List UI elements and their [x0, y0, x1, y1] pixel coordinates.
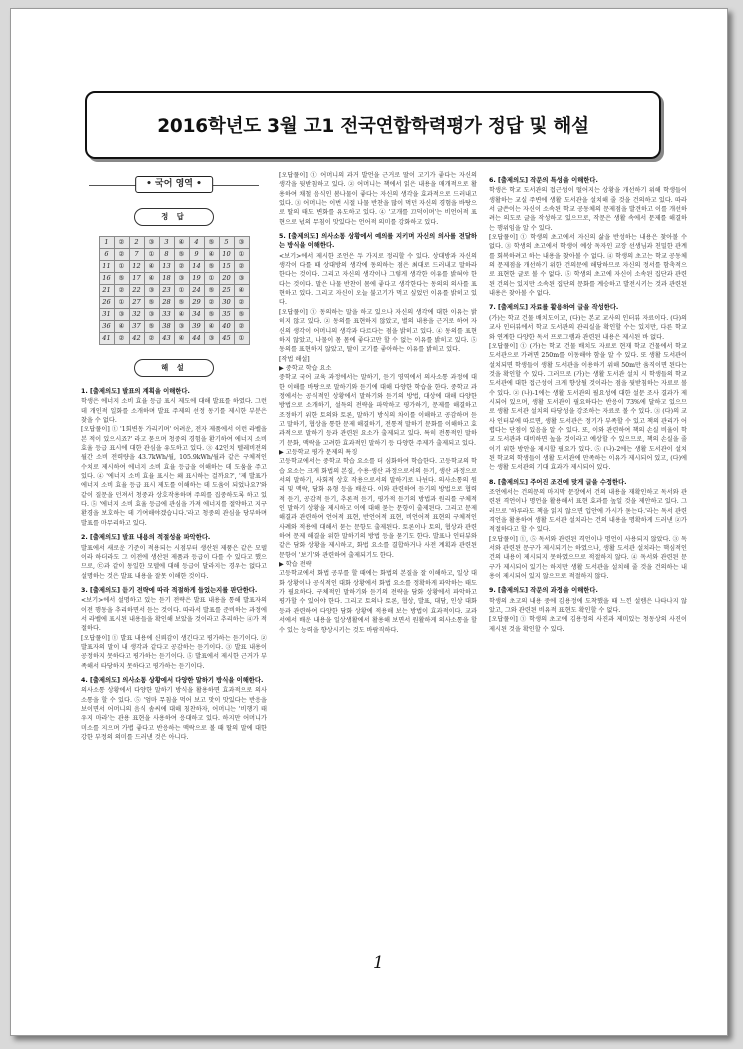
answer-choice: ⑤ — [174, 249, 189, 261]
answer-choice: ① — [234, 333, 249, 345]
answer-choice: ① — [114, 261, 129, 273]
question-number: 13 — [159, 261, 174, 273]
answer-choice: ⑤ — [174, 297, 189, 309]
question-number: 10 — [219, 249, 234, 261]
answer-choice: ② — [234, 297, 249, 309]
question-number: 6 — [99, 249, 114, 261]
explanation-paragraph: 고등학교에서는 중학교 학습 요소를 더 심화하여 학습한다. 고등학교의 학습 요소는 크게 화법의 본질, 수용·생산 과정으로서의 듣기, 생산 과정으로서의 말하기, 사회적 상호 작용으로서의 말하기로 나뉜다. 의사소통의 원리 및 맥락, 담화 유형 등을 배운다. 이와 관련하여 듣기의 방법으로 협력적 듣기, 공감적 듣기, 추론적 듣기, 평가적 듣기의 방법과 원리를 구체적인 말하기 상황을 제시하고 이에 대해 묻는 문항이 출제된다. 그리고 문제 해결과 관련하여 언어적 표현, 반언어적 표현, 비언어적 표현의 구체적인 사례와 적용에 대해서 묻는 문항도 출제된다. 토론이나 토의, 협상과 관련하여 문제 해결을 위한 말하기의 방법 등을 묻기도 한다. 발표나 인터뷰와 같은 담화 상황을 제시하고, 화법 요소를 결합하거나 사전 계획과 관련된 문항이 '보기'와 관련하여 출제되기도 한다. — [279, 458, 477, 559]
column-right — [489, 171, 687, 947]
question-number: 12 — [129, 261, 144, 273]
explanation-paragraph: ▶ 고등학교 평가 문제의 특징 — [279, 448, 358, 456]
explanation-paragraph: [오답풀이] ①, ⑤ 독서와 관련된 격언이나 명언이 사용되지 않았다. ③ 독서와 관련된 문구가 제시되기는 하였으나, 생활 도서관 설치라는 핵심적인 건의 내용이 제시되지 못하였으므로 적절하지 않다. ④ 독서와 관련된 문구가 제시되어 있기는 하지만 생활 도서관을 설치해 줄 것을 건의하는 내용이 제시되어 있지 않으므로 적절하지 않다. — [489, 535, 687, 581]
answer-choice: ③ — [144, 309, 159, 321]
question-heading: 4. [출제의도] 의사소통 상황에서 다양한 말하기 방식을 이해한다. — [81, 676, 264, 684]
page-title: 2016학년도 3월 고1 전국연합학력평가 정답 및 해설 — [85, 91, 661, 159]
explanation-paragraph: [작법 해설] — [279, 355, 310, 363]
answer-choice: ③ — [234, 237, 249, 249]
answer-row — [99, 261, 249, 273]
answer-choice: ⑤ — [114, 273, 129, 285]
answer-choice: ③ — [174, 273, 189, 285]
answer-row — [99, 285, 249, 297]
question-number: 41 — [99, 333, 114, 345]
question-number: 15 — [219, 261, 234, 273]
answer-choice: ③ — [174, 321, 189, 333]
question-number: 36 — [99, 321, 114, 333]
question-number: 20 — [219, 273, 234, 285]
question-number: 37 — [129, 321, 144, 333]
question-number: 9 — [189, 249, 204, 261]
question-number: 42 — [129, 333, 144, 345]
answer-choice: ② — [114, 237, 129, 249]
question-heading: 3. [출제의도] 듣기 전략에 따라 적절하게 들었는지를 판단한다. — [81, 586, 258, 594]
question-number: 11 — [99, 261, 114, 273]
question-heading: 6. [출제의도] 작문의 특성을 이해한다. — [489, 177, 598, 184]
page-number: 1 — [373, 953, 384, 973]
explanation-paragraph: [오답풀이] ① 동의하는 말을 하고 있으나 자신의 생각에 대한 이유는 밝히지 않고 있다. ② 동의를 표현하지 않았고, 별의 내용을 근거로 하여 자신의 생각이 어머니의 생각과 다르다는 점을 밝히고 있다. ④ 동의를 표현하지 않았고, 나물이 몸 몸에 좋다고만 할 수 없는 이유를 밝히고 있다. ⑤ 동의를 표현하지 않았고, 딸이 고기를 좋아하는 이유를 밝히고 있다. — [279, 308, 477, 354]
answer-row — [99, 237, 249, 249]
question-number: 25 — [219, 285, 234, 297]
explanation-paragraph: <보기>에서 제시한 조언은 두 가지로 정리할 수 있다. 상대방과 자신의 생각이 다를 때 상대방의 생각에 동의하는 점은 최대로 드러내고 말하라 한다는 것이다. 그리고 자신의 생각이나 그렇게 생각한 이유를 밝혀야 한다는 것이다. 말은 나물 반찬이 몸에 좋다고 생각한다는 동의의 의사를 표현하고 있다. 그리고 자신이 오늘 불고기가 먹고 싶었던 이유를 밝히고 있다. — [279, 252, 477, 307]
answer-choice: ⑤ — [144, 321, 159, 333]
answer-choice: ⑤ — [204, 237, 219, 249]
question-number: 22 — [129, 285, 144, 297]
answer-choice: ③ — [144, 237, 159, 249]
question-number: 4 — [189, 237, 204, 249]
question-number: 45 — [219, 333, 234, 345]
question-heading: 1. [출제의도] 발표의 계획을 이해한다. — [81, 388, 190, 395]
answer-choice: ② — [114, 333, 129, 345]
answer-choice: ④ — [204, 249, 219, 261]
explanation-paragraph: 학생의 초고의 내용 중에 김용정에 도착했을 때 느낀 설렘은 나타나지 않았고, 그와 관련된 비유적 표현도 확인할 수 없다. — [489, 597, 687, 615]
question-number: 24 — [189, 285, 204, 297]
question-heading: 5. [출제의도] 의사소통 상황에서 예의를 지키며 자신의 의사를 전달하는 방식을 이해한다. — [279, 233, 477, 250]
explanation-paragraph: ▶ 학습 전략 — [279, 561, 312, 569]
subject-label: • 국어 영역 • — [135, 176, 213, 193]
answer-row — [99, 249, 249, 261]
question-number: 33 — [159, 309, 174, 321]
answer-choice: ③ — [204, 333, 219, 345]
question-number: 5 — [219, 237, 234, 249]
answer-choice: ④ — [204, 321, 219, 333]
answer-choice: ② — [174, 261, 189, 273]
answer-choice: ② — [114, 285, 129, 297]
question-number: 27 — [129, 297, 144, 309]
answer-choice: ⑤ — [234, 309, 249, 321]
question-number: 26 — [99, 297, 114, 309]
explanation-header: 해 설 — [134, 359, 214, 377]
question-number: 14 — [189, 261, 204, 273]
explanation-paragraph: [오답풀이] ① 어머니의 과거 발언을 근거로 딸이 고기가 좋다는 자신의 생각을 뒷받침하고 있다. ② 어머니는 책에서 읽은 내용을 매개적으로 활용하여 채철 음식인 봄나물이 좋다는 자신의 생각을 효과적으로 드러내고 있다. ③ 어머니는 이번 시절 나물 반찬을 많이 먹던 자신의 경험을 바탕으로 딸의 태도 변화를 유도하고 있다. ④ '고개를 끄덕이며'는 비언어적 표현으로 넋의 무침이 맛있다는 언어적 의미를 강화하고 있다. — [279, 172, 477, 226]
answer-row — [99, 321, 249, 333]
answer-choice: ⑤ — [204, 309, 219, 321]
answer-row — [99, 333, 249, 345]
answer-row — [99, 309, 249, 321]
column-middle — [279, 171, 477, 947]
answer-choice: ④ — [174, 309, 189, 321]
question-number: 23 — [159, 285, 174, 297]
explanation-paragraph: 고등학교에서 화법 공부를 할 때에는 화법의 본질을 잘 이해하고, 일상 대화 상황이나 공식적인 대화 상황에서 화법 요소를 정확하게 파악하는 태도가 필요하다. 구체적인 말하기와 듣기의 전략을 담화 상황에서 파악하고 평가할 수 있어야 한다. 그리고 토의나 토론, 협상, 발표, 대담, 인상 대화 등과 관련하여 다양한 담화 상황에 적용해 보는 방법이 효과적이다. 교과서에서 배운 내용을 일상생활에서 활용해 보면서 원활하게 의사소통을 할 수 있는 능력을 향상시키는 것도 바람직하다. — [279, 570, 477, 634]
column-left — [81, 171, 267, 967]
answer-choice: ② — [144, 333, 159, 345]
question-number: 31 — [99, 309, 114, 321]
answer-header: 정 답 — [134, 208, 214, 226]
question-number: 32 — [129, 309, 144, 321]
answer-choice: ④ — [144, 273, 159, 285]
question-number: 7 — [129, 249, 144, 261]
explanation-paragraph: [오답풀이] ① 발표 내용에 신뢰감이 생긴다고 평가하는 듣기이다. ② 발표자의 말이 내 생각과 같다고 공감하는 듣기이다. ③ 발표 내용이 공정하지 못하다고 평가하는 듣기이다. ⑤ 발표에서 제시한 근거가 부족해서 타당하지 못하다고 평가하는 듣기이다. — [81, 634, 267, 670]
answer-choice: ④ — [144, 261, 159, 273]
explanation-paragraph: ▶ 중학교 학습 요소 — [279, 364, 332, 372]
question-heading: 2. [출제의도] 발표 내용의 적절성을 파악한다. — [81, 534, 211, 542]
question-number: 30 — [219, 297, 234, 309]
question-heading: 9. [출제의도] 작문의 과정을 이해한다. — [489, 587, 598, 595]
answer-choice: ⑤ — [204, 285, 219, 297]
answer-choice: ② — [234, 261, 249, 273]
question-number: 38 — [159, 321, 174, 333]
explanation-paragraph: [오답풀이] ① (가)는 학교 건물 배치도 자료로 현재 학교 건물에서 학교 도서관으로 가려면 250m를 이동해야 함을 알 수 있다. 또 생활 도서관이 설치되면 학생들이 생활 도서관을 이용하기 위해 50m만 움직이면 된다는 것을 확인할 수 있다. 그러므로 (가)는 생활 도서관 설치 시 학생들의 학교 도서관에 대한 접근성이 크게 향상될 것이라는 점을 뒷받침하는 자료로 볼 수 있다. ② (나)-1에는 생활 도서관의 필요성에 대한 설문 조사 결과가 제시되어 있으며, 생활 도서관이 필요하다는 반응이 73%에 달하고 있으므로 생활 도서관 설치의 타당성을 강조하는 자료로 볼 수 있다. ③ (다)의 교사 인터뷰에 따르면, 생활 도서관은 정기가 부족할 수 있고 책의 관리가 어렵다는 단점이 있음을 알 수 있다. 또, 이와 관련하여 책의 손실 비율이 학교 도서관과 대비하면 높을 것이라고 예상할 수 있으므로, 책의 손실을 줄이기 위한 방안을 제시할 필요가 있다. ⑤ (나)-2에는 생활 도서관이 설치된 학교의 학생들이 생활 도서관에 만족하는 이유가 제시되어 있고, (다)에는 생활 도서관의 기대 효과가 제시되어 있다. — [489, 342, 687, 472]
explanation-paragraph: [오답풀이] ① 학생의 초고에 김용정의 사진과 제미있는 청동상의 사진이 제시된 것을 확인할 수 있다. — [489, 616, 687, 633]
explanation-paragraph: 학생은 에너지 소비 효율 등급 표시 제도에 대해 발표를 하였다. 그런데 개인적 일화를 소개하며 발표 주제의 선정 동기를 제시한 부분은 찾을 수 없다. — [81, 398, 267, 425]
answer-choice: ④ — [174, 333, 189, 345]
question-number: 43 — [159, 333, 174, 345]
answer-row — [99, 297, 249, 309]
answer-choice: ④ — [174, 237, 189, 249]
answer-choice: ② — [114, 249, 129, 261]
question-number: 8 — [159, 249, 174, 261]
answer-choice: ① — [234, 249, 249, 261]
answer-choice: ③ — [144, 285, 159, 297]
answer-table — [99, 236, 250, 345]
explanation-paragraph: 발표에서 새로운 기준이 적용되는 시점부터 생산된 제품은 같은 모델이라 하더라도 그 이전에 생산된 제품과 등급이 다를 수 있다고 했으므로, ㉢과 같이 동일한 모델에 대해 등급이 달라지는 경우는 없다고 설명하는 것은 발표 내용을 잘못 이해한 것이다. — [81, 544, 267, 580]
question-number: 17 — [129, 273, 144, 285]
explanation-paragraph: 중학교 국어 교육 과정에서는 말하기, 듣기 영역에서 의사소통 과정에 대한 이해를 바탕으로 말하기와 듣기에 대해 다양한 학습을 한다. 중학교 과정에서는 공식적인 상황에서 말하기와 듣기의 방법, 대상에 대해 다양한 방법으로 소개하기, 설득의 전략을 파악하고 평가하기, 문제를 해결하고 조정하기 위한 토의와 토론, 말하기 방식의 차이를 이해하고 공감하며 듣고 말하기, 협상을 통한 문제 해결하기, 전통적 말하기 문화를 이해하고 효과적으로 말하기 등과 관련된 요소가 출제되고 있다. 특히 전통적인 말하기 문화, 맥락을 고려한 효과적인 말하기 등 다양한 주제가 출제되고 있다. — [279, 374, 477, 447]
question-heading: 7. [출제의도] 자료를 활용하여 글을 작성한다. — [489, 304, 619, 312]
question-number: 3 — [159, 237, 174, 249]
explanation-paragraph: 조언에서는 건의문의 마지막 문장에서 건의 내용을 재확인하고 독서와 관련된 격언이나 명언을 활용해서 표현 효과를 높일 것을 제안하고 있다. 그러므로 '하루라도 책을 읽지 않으면 입안에 가시가 돋는다.'라는 독서 관련 격언을 활용하여 생활 도서관 설치라는 건의 내용을 명확하게 드러낸 ②가 적절하다고 할 수 있다. — [489, 489, 687, 534]
explanation-paragraph: (가)는 학교 건물 배치도이고, (다)는 본교 교사의 인터뷰 자료이다. (다)의 교사 인터뷰에서 학교 도서관의 관리실을 확인할 수는 있지만, 다른 학교와 연계한 다양한 독서 프로그램과 관련된 내용은 제시된 바 없다. — [489, 314, 687, 341]
explanation-paragraph: [오답풀이] ① '1회변동 가리키며' 어려운, 전자 제품에서 이런 라벨을 본 적이 있으시죠?' 라고 묻으며 청중의 경험을 환기하여 에너지 소비 효율 등급 표시에 대한 관심을 유도하고 있다. ③ 42인치 텔레비전의 월간 소비 전력량을 43.7kWh/월, 105.9kWh/월과 같은 구체적인 수치로 제시하여 에너지 소비 효율 등급을 이해하는 데 도움을 주고 있다. ④ '에너지 소비 효율 표시는 왜 표시하는 걸까요?', '제 발표가 에너지 소비 효율 등급 표시 제도를 이해하는 데 도움이 되었나요?'와 같이 질문을 던져서 청중과 상호작용하며 주의를 집중하도록 하고 있다. ⑤ '에너지 소비 효율 등급에 관심을 가져 에너지를 절약하고 지구 환경을 보호하는 데 기여해야겠습니다.'라고 청중의 관심을 당부하며 발표를 마무리하고 있다. — [81, 426, 267, 527]
column-left-text — [81, 387, 267, 742]
answer-choice: ① — [114, 297, 129, 309]
answer-choice: ④ — [234, 285, 249, 297]
question-number: 35 — [219, 309, 234, 321]
answer-choice: ③ — [234, 273, 249, 285]
explanation-paragraph: [오답풀이] ① 학생의 초고에서 자신의 삶을 반성하는 내용은 찾아볼 수 없다. ③ 학생의 초고에서 학생이 예상 독자인 교장 선생님과 친밀한 관계를 회복하려고 하는 내용을 찾아볼 수 없다. ④ 학생의 초고는 학교 공동체의 문제점을 개선하기 위한 건의문에 해당하므로 자신의 정서를 함축적으로 표현한 글로 볼 수 없다. ⑤ 학생의 초고에 자신이 소속된 집단과 관련된 건의는 있지만 소속된 집단의 문화를 계승하고 발전시키는 것과 관련된 내용은 찾아볼 수 없다. — [489, 234, 687, 298]
question-number: 44 — [189, 333, 204, 345]
answer-choice: ⑤ — [204, 261, 219, 273]
answer-choice: ① — [174, 285, 189, 297]
question-number: 21 — [99, 285, 114, 297]
explanation-paragraph: <보기>에서 설명하고 있는 듣기 전략은 발표 내용을 통해 발표자의 이전 행동을 추리하면서 듣는 것이다. 따라서 발표를 준비하는 과정에서 라벨에 표시된 내용들을 확인해 보았을 것이라고 추리하는 ④가 적절하다. — [81, 597, 267, 633]
question-number: 39 — [189, 321, 204, 333]
subject-banner — [81, 176, 267, 194]
answer-row — [99, 273, 249, 285]
answer-choice: ④ — [114, 321, 129, 333]
answer-choice: ⑤ — [144, 297, 159, 309]
question-number: 1 — [99, 237, 114, 249]
explanation-paragraph: 학생은 학교 도서관의 접근성이 떨어지는 상황을 개선하기 위해 학생들이 생활하는 교실 주변에 생활 도서관을 설치해 줄 것을 건의하고 있다. 따라서 글쓴이는 자신이 소속된 학교 공동체의 문제점을 발견하고 이를 개선하려는 의도로 글을 작성하고 있으므로, 작문은 생활 속에서 문제를 해결하는 행위임을 알 수 있다. — [489, 187, 687, 232]
answer-choice: ③ — [114, 309, 129, 321]
question-number: 16 — [99, 273, 114, 285]
question-number: 19 — [189, 273, 204, 285]
question-number: 34 — [189, 309, 204, 321]
answer-choice: ① — [144, 249, 159, 261]
question-number: 18 — [159, 273, 174, 285]
answer-choice: ② — [234, 321, 249, 333]
explanation-paragraph: 의사소통 상황에서 다양한 말하기 방식을 활용하면 효과적으로 의사소통을 할 수 있다. ⑤ '엄마 무침을 먹어 보고 맛이 맛있다는 반응을 보이면서 어머니의 음식 솜씨에 대해 칭찬하자, 어머니는 '비행기 태우지 마라'는 관용 표현을 사용하여 응대하고 있다. 하지만 어머니가 미소를 지으며 가볍 좋다고 반응하는 맥락으로 볼 때 딸의 말에 대한 강한 부정의 의미를 드러낸 것은 아니다. — [81, 687, 267, 742]
question-number: 28 — [159, 297, 174, 309]
document-page — [10, 8, 728, 1036]
question-number: 40 — [219, 321, 234, 333]
answer-choice: ① — [204, 273, 219, 285]
question-heading: 8. [출제의도] 주어진 조건에 맞게 글을 수정한다. — [489, 478, 627, 486]
question-number: 2 — [129, 237, 144, 249]
answer-choice: ② — [204, 297, 219, 309]
question-number: 29 — [189, 297, 204, 309]
